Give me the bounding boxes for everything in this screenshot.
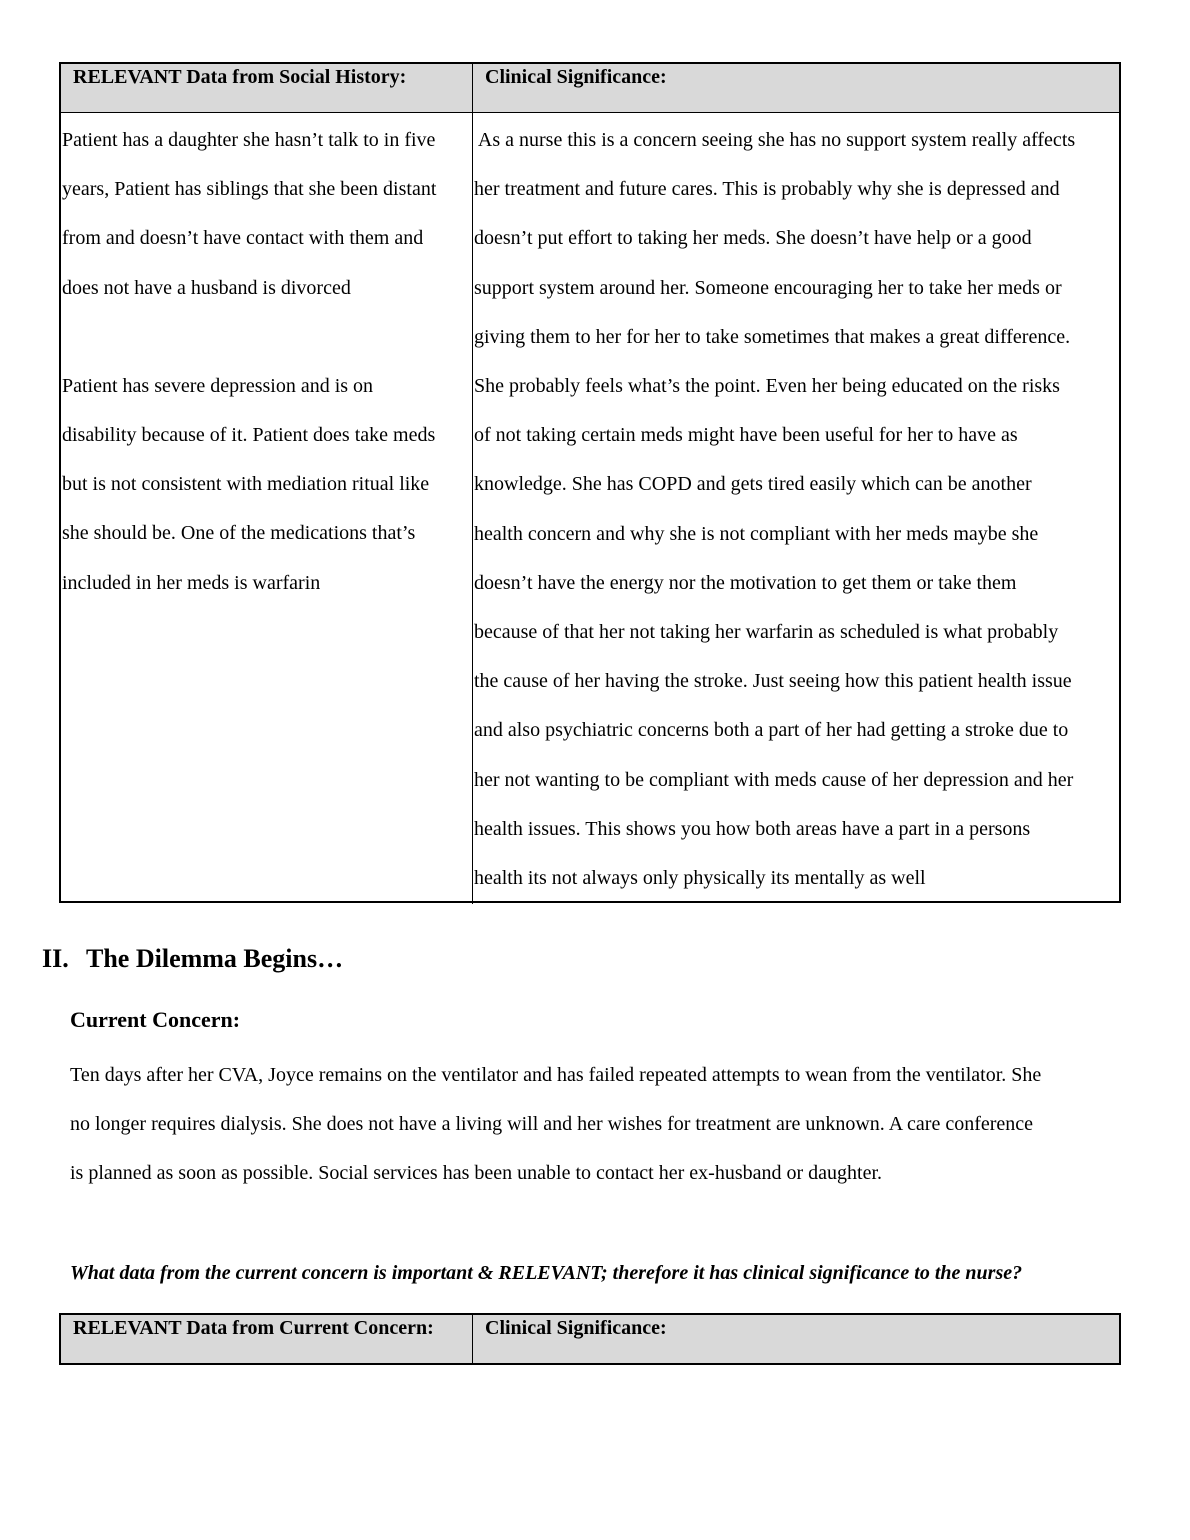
current-concern-heading: Current Concern: bbox=[70, 1007, 241, 1032]
text-line: Patient has a daughter she hasn’t talk to in five bbox=[62, 129, 436, 151]
text-line: but is not consistent with mediation ritual like bbox=[62, 473, 430, 496]
table-header-row bbox=[61, 1315, 1119, 1363]
clinical-significance-text bbox=[473, 116, 1119, 903]
paragraph-spacer bbox=[61, 313, 472, 362]
text-line: and also psychiatric concerns both a part of her had getting a stroke due to bbox=[474, 719, 1069, 742]
text-line: disability because of it. Patient does take meds bbox=[62, 424, 436, 447]
text-line: As a nurse this is a concern seeing she has no support system really affects bbox=[474, 129, 1076, 151]
concern-paragraph bbox=[70, 1051, 1130, 1199]
text-line: doesn’t have the energy nor the motivation to get them or take them bbox=[474, 571, 1017, 594]
text-line: she should be. One of the medications that’s bbox=[62, 522, 416, 545]
clinical-significance-cell bbox=[473, 113, 1119, 904]
text-line: no longer requires dialysis. She does not have a living will and her wishes for treatment are unknown. A care conference bbox=[70, 1113, 1034, 1136]
text-line: doesn’t put effort to taking her meds. She doesn’t have help or a good bbox=[474, 227, 1032, 250]
header-clinical-significance: Clinical Significance: bbox=[485, 66, 667, 88]
text-line: Patient has severe depression and is on bbox=[62, 374, 374, 397]
text-line: the cause of her having the stroke. Just seeing how this patient health issue bbox=[474, 670, 1072, 693]
current-concern-text bbox=[70, 1051, 1130, 1199]
table-header-row bbox=[61, 64, 1119, 113]
text-line: health its not always only physically its mentally as well bbox=[474, 867, 926, 890]
current-concern-table bbox=[59, 1313, 1121, 1365]
depression-paragraph bbox=[61, 362, 472, 608]
text-line: her treatment and future cares. This is probably why she is depressed and bbox=[474, 178, 1060, 201]
text-line: health concern and why she is not compliant with her meds maybe she bbox=[474, 522, 1039, 545]
header-relevant-data: RELEVANT Data from Current Concern: bbox=[61, 1315, 473, 1363]
text-line: She probably feels what’s the point. Even her being educated on the risks bbox=[474, 375, 1060, 398]
text-line: Ten days after her CVA, Joyce remains on the ventilator and has failed repeated attempts to wean from the ventilator. She bbox=[70, 1064, 1042, 1086]
text-line: is planned as soon as possible. Social services has been unable to contact her ex-husband or daughter. bbox=[70, 1162, 883, 1185]
text-line: knowledge. She has COPD and gets tired easily which can be another bbox=[474, 473, 1032, 496]
text-line: giving them to her for her to take sometimes that makes a great difference. bbox=[474, 325, 1071, 348]
text-line: years, Patient has siblings that she been distant bbox=[62, 178, 437, 201]
table-body-row bbox=[61, 113, 1119, 904]
section-heading bbox=[42, 944, 343, 974]
text-line: of not taking certain meds might have been useful for her to have as bbox=[474, 424, 1018, 447]
header-clinical-significance: Clinical Significance: bbox=[485, 1317, 667, 1339]
text-line: from and doesn’t have contact with them and bbox=[62, 227, 424, 250]
section-title: The Dilemma Begins… bbox=[86, 944, 344, 973]
social-history-table bbox=[59, 62, 1121, 903]
relevant-data-cell bbox=[61, 113, 473, 904]
text-line: because of that her not taking her warfarin as scheduled is what probably bbox=[474, 621, 1059, 644]
text-line: included in her meds is warfarin bbox=[62, 571, 321, 594]
header-relevant-data: RELEVANT Data from Social History: bbox=[61, 64, 473, 112]
section-number: II. bbox=[42, 944, 69, 973]
text-line: her not wanting to be compliant with meds cause of her depression and her bbox=[474, 768, 1074, 791]
text-line: support system around her. Someone encouraging her to take her meds or bbox=[474, 276, 1062, 299]
relevance-question: What data from the current concern is important & RELEVANT; therefore it has clinical significance to the nurse? bbox=[70, 1262, 1023, 1284]
support-system-paragraph bbox=[61, 116, 472, 313]
text-line: health issues. This shows you how both areas have a part in a persons bbox=[474, 817, 1031, 840]
text-line: does not have a husband is divorced bbox=[62, 276, 351, 299]
